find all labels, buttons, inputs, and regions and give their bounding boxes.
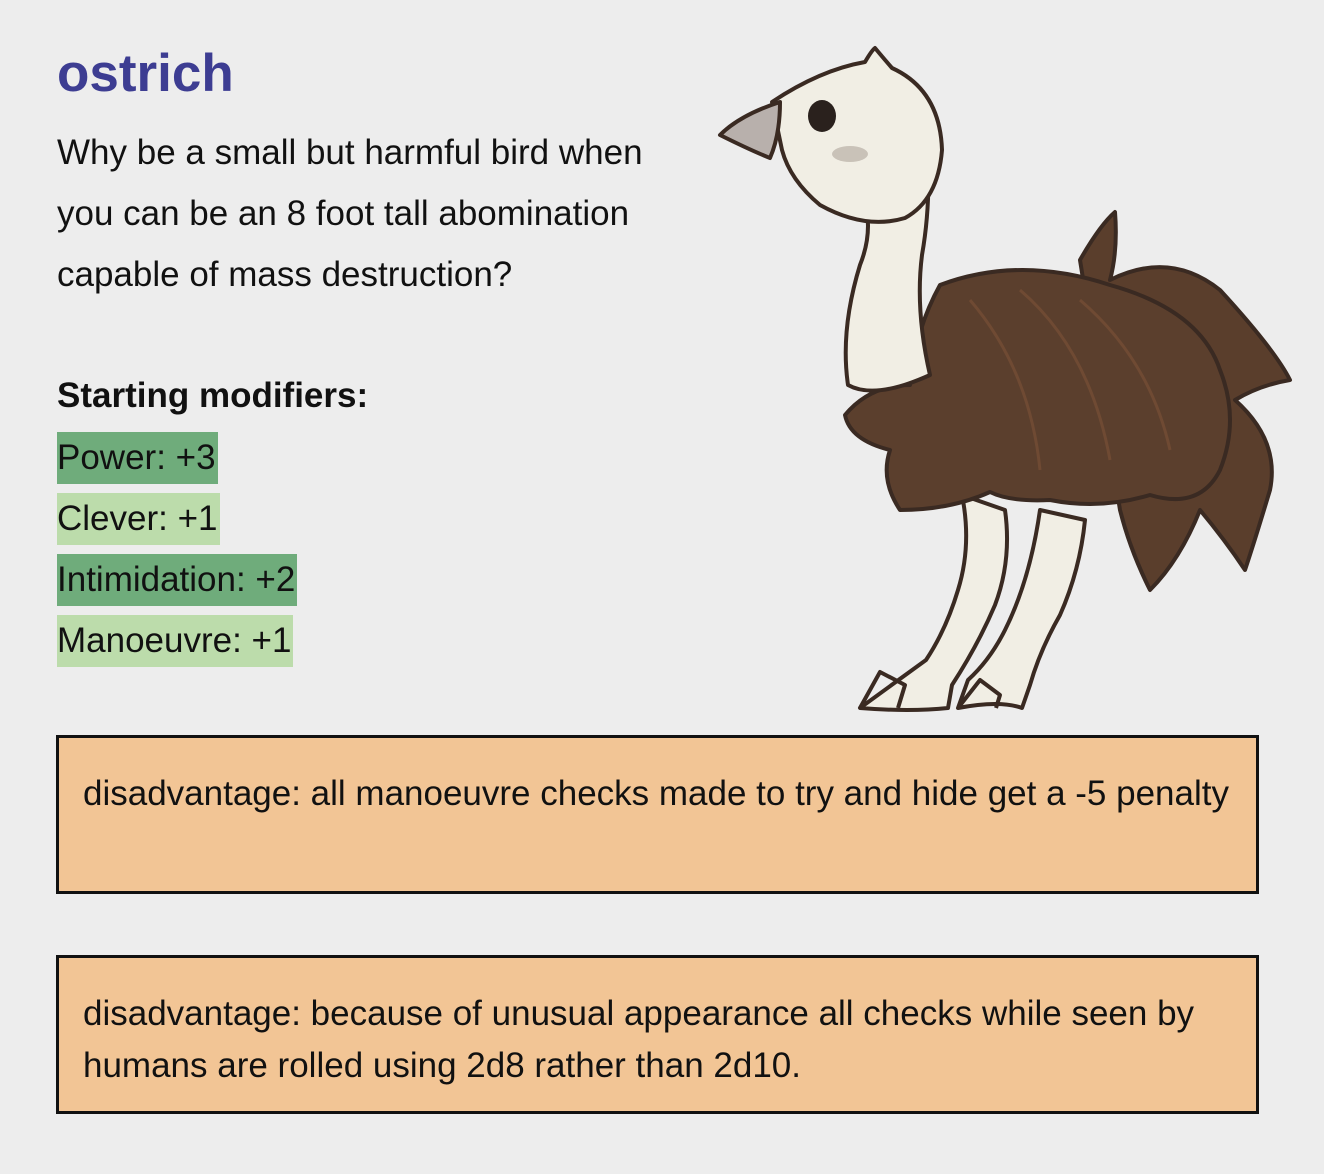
modifier-power: Power: +3 bbox=[57, 432, 218, 484]
disadvantage-text: disadvantage: all manoeuvre checks made to try and hide get a -5 penalty bbox=[83, 774, 1229, 813]
description: Why be a small but harmful bird when you can be an 8 foot tall abomination capable of mass destruction? bbox=[57, 133, 643, 294]
ostrich-illustration bbox=[700, 40, 1300, 730]
modifier-clever: Clever: +1 bbox=[57, 493, 220, 545]
modifier-manoeuvre: Manoeuvre: +1 bbox=[57, 615, 293, 667]
disadvantage-text: disadvantage: because of unusual appearance all checks while seen by humans are rolled using 2d8 rather than 2d10. bbox=[83, 994, 1195, 1085]
eye bbox=[808, 100, 836, 132]
disadvantage-box bbox=[56, 735, 1259, 894]
modifier-intimidation: Intimidation: +2 bbox=[57, 554, 297, 606]
page-title: ostrich bbox=[57, 44, 234, 103]
modifiers-list bbox=[57, 432, 297, 676]
disadvantage-box bbox=[56, 955, 1259, 1114]
head bbox=[772, 48, 942, 222]
beak bbox=[720, 102, 780, 158]
modifiers-heading: Starting modifiers: bbox=[57, 376, 369, 415]
cheek bbox=[832, 146, 868, 162]
